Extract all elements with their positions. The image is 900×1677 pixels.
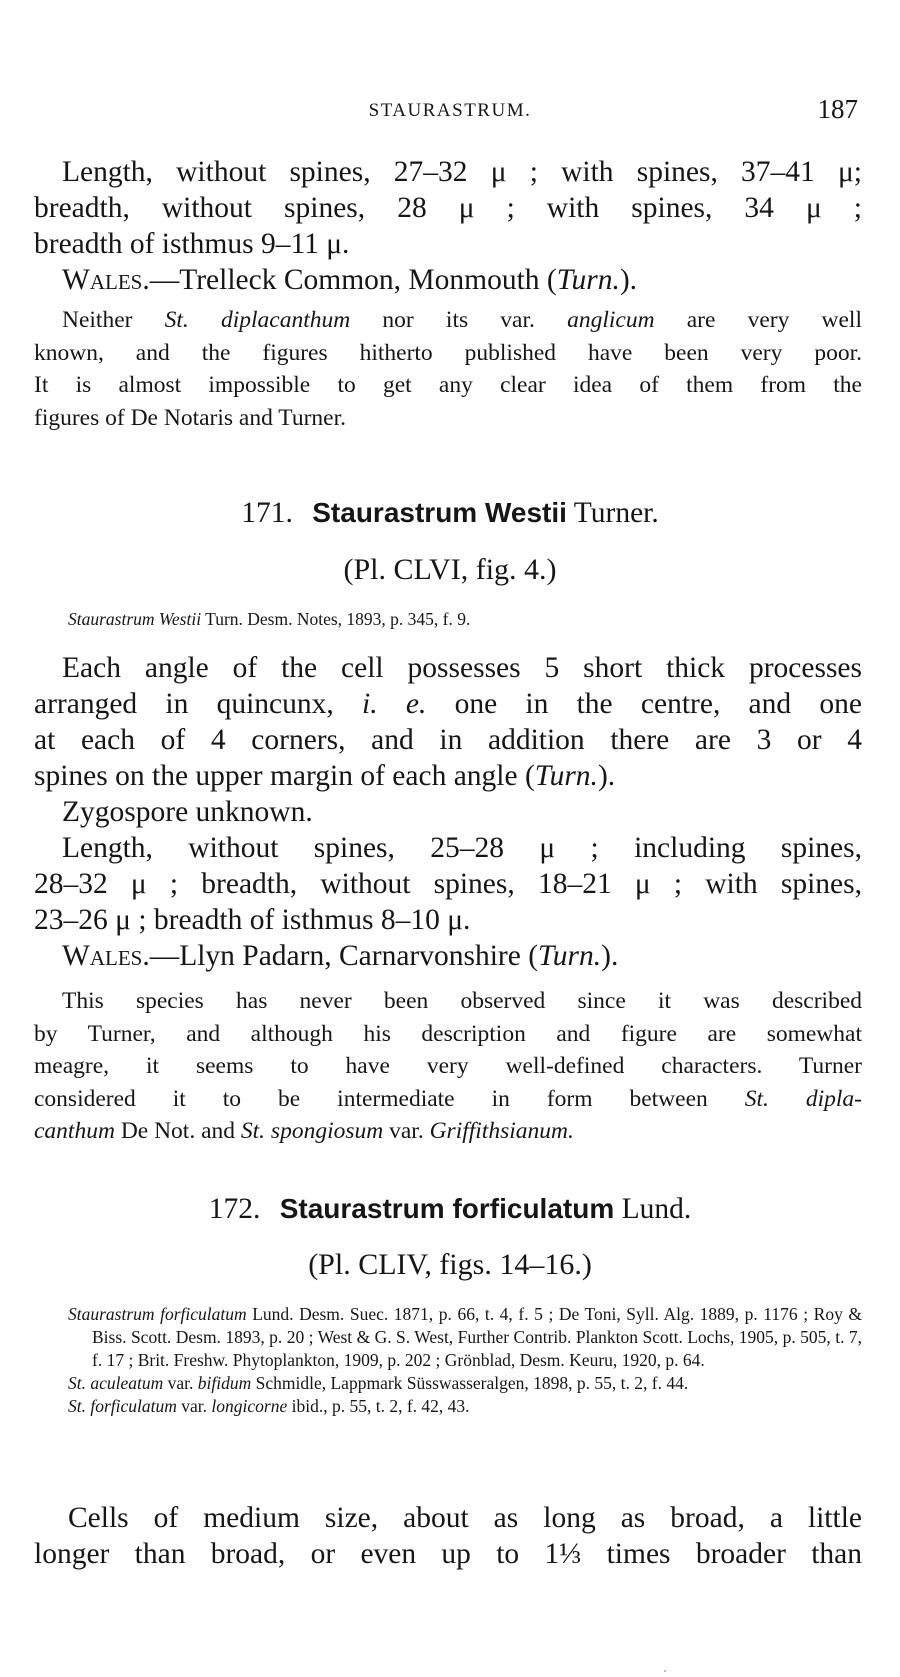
distribution-line — [34, 262, 862, 298]
species-name: Staurastrum forficulatum — [279, 1193, 615, 1224]
synonymy-entry: Staurastrum Westii Turn. Desm. Notes, 1893, p. 345, f. 9. — [68, 609, 471, 629]
note-line: This species has never been observed since it was described — [62, 988, 862, 1014]
distribution-line — [34, 938, 862, 974]
note-line: known, and the figures hitherto published have been very poor. — [34, 339, 862, 366]
measure-line: Length, without spines, 25–28 μ ; including spines, — [62, 832, 862, 864]
plate-reference-171: (Pl. CLVI, fig. 4.) — [343, 553, 557, 586]
note-line: canthum De Not. and St. spongiosum var. Griffithsianum. — [34, 1118, 574, 1144]
species-author: Turner. — [573, 497, 659, 529]
synonymy-entry: St. forficulatum var. longicorne ibid., p. 55, t. 2, f. 42, 43. — [68, 1396, 470, 1416]
page-number: 187 — [817, 94, 858, 124]
italic-text: canthum — [34, 1118, 115, 1144]
distribution-region: Wales — [62, 940, 143, 972]
italic-text: St. diplacanthum — [164, 307, 351, 333]
print-speck — [664, 1670, 666, 1672]
note-171 — [34, 985, 862, 1148]
distribution-text: .—Trelleck Common, Monmouth ( — [142, 264, 557, 296]
distribution-text: .—Llyn Padarn, Carnarvonshire ( — [142, 940, 539, 972]
species-heading-171 — [0, 497, 900, 530]
measure-line: Length, without spines, 27–32 μ ; with spines, 37–41 μ; — [62, 156, 862, 188]
italic-text: anglicum — [567, 307, 655, 333]
running-title: STAURASTRUM. — [368, 100, 532, 121]
description-line: longer than broad, or even up to 1⅓ times broader than — [34, 1538, 862, 1570]
synonymy-entry: St. aculeatum var. bifidum Schmidle, Lappmark Süsswasseralgen, 1898, p. 55, t. 2, f. 44. — [68, 1373, 689, 1393]
species-number: 172. — [208, 1193, 261, 1225]
note-line: considered it to be intermediate in form between St. dipla- — [34, 1085, 862, 1112]
measure-line: 23–26 μ ; breadth of isthmus 8–10 μ. — [34, 904, 471, 936]
distribution-end: ). — [601, 940, 619, 972]
note-line: by Turner, and although his description and figure are somewhat — [34, 1020, 862, 1047]
note-line: figures of De Notaris and Turner. — [34, 404, 346, 431]
italic-text: St. aculeatum — [68, 1373, 164, 1393]
previous-species-measurements — [34, 154, 862, 298]
measure-line: breadth of isthmus 9–11 μ. — [34, 228, 350, 260]
italic-text: i. e. — [362, 688, 427, 720]
measure-line: breadth, without spines, 28 μ ; with spines, 34 μ ; — [34, 192, 862, 224]
note-line: meagre, it seems to have very well-defined characters. Turner — [34, 1053, 862, 1079]
species-heading-172 — [0, 1193, 900, 1226]
description-line: arranged in quincunx, i. e. one in the centre, and one — [34, 688, 862, 720]
italic-text: St. dipla- — [744, 1085, 862, 1112]
note-line: Neither St. diplacanthum nor its var. anglicum are very well — [62, 307, 862, 333]
italic-text: St. forficulatum — [68, 1396, 177, 1416]
synonymy-entry: Staurastrum forficulatum Lund. Desm. Suec. 1871, p. 66, t. 4, f. 5 ; De Toni, Syll. Alg. 1889, p. 1176 ; Roy & Biss. Scott. Desm. 1893, p. 20 ; West & G. S. West, Further Contrib. Plankton Scott. Lochs, 1905, p. 505, t. 7, f. 17 ; Brit. Freshw. Phytoplankton, 1909, p. 202 ; Grönblad, Desm. Keuru, 1920, p. 64. — [68, 1304, 862, 1370]
plate-reference-172: (Pl. CLIV, figs. 14–16.) — [308, 1248, 592, 1281]
distribution-author: Turn. — [556, 264, 620, 296]
species-number: 171. — [241, 497, 293, 529]
italic-text: Staurastrum Westii — [68, 609, 202, 629]
description-172 — [34, 1500, 862, 1572]
running-head — [0, 94, 900, 128]
description-line: Cells of medium size, about as long as broad, a little — [68, 1502, 862, 1534]
distribution-author: Turn. — [538, 940, 602, 972]
italic-text: Turn. — [534, 760, 598, 792]
description-line: Each angle of the cell possesses 5 short thick processes — [62, 652, 862, 684]
description-171 — [34, 650, 862, 974]
italic-text: longicorne — [211, 1396, 288, 1416]
italic-text: St. spongiosum — [240, 1118, 384, 1144]
note-line: It is almost impossible to get any clear idea of them from the — [34, 372, 862, 398]
measure-line: 28–32 μ ; breadth, without spines, 18–21 μ ; with spines, — [34, 868, 862, 900]
italic-text: bifidum — [197, 1373, 252, 1393]
note-paragraph — [34, 304, 862, 434]
species-author: Lund. — [621, 1193, 692, 1225]
description-line: at each of 4 corners, and in addition there are 3 or 4 — [34, 724, 862, 756]
synonymy-171 — [68, 608, 862, 631]
synonymy-172 — [68, 1303, 862, 1418]
italic-text: Griffithsianum. — [429, 1118, 574, 1144]
description-line: spines on the upper margin of each angle (Turn.). — [34, 760, 616, 792]
zygospore-line: Zygospore unknown. — [62, 796, 313, 828]
distribution-end: ). — [619, 264, 638, 296]
italic-text: Staurastrum forficulatum — [68, 1304, 247, 1324]
species-name: Staurastrum Westii — [312, 497, 567, 528]
distribution-region: Wales — [62, 264, 143, 296]
